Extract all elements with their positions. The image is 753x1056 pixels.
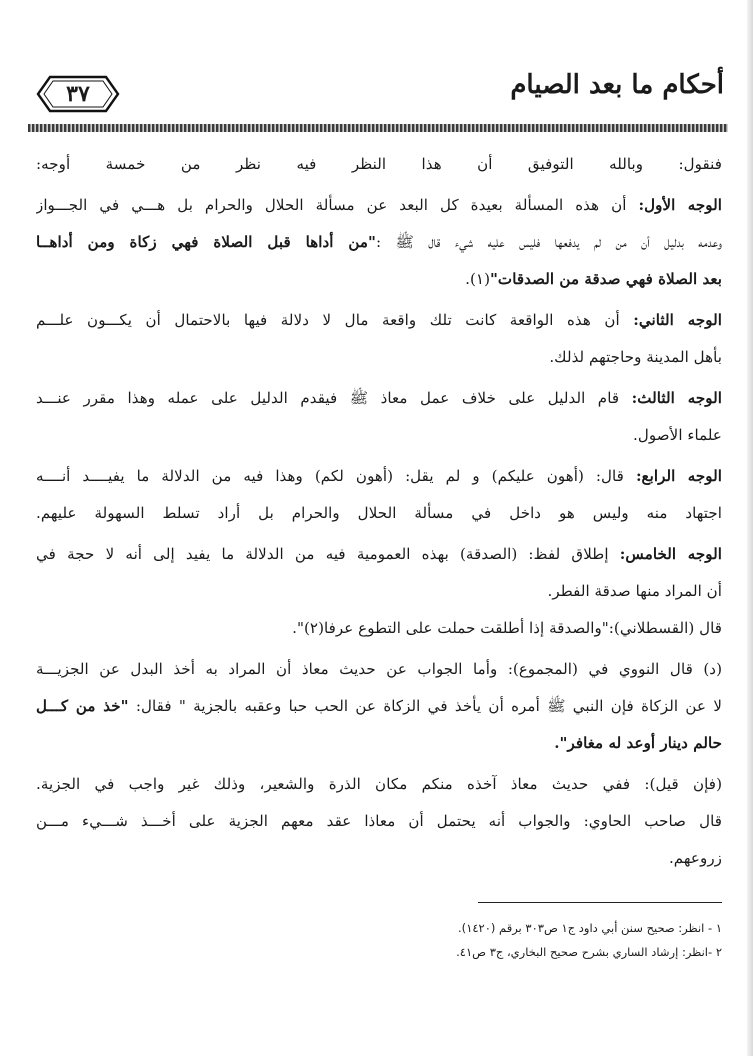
text-line: وعدمه بدليل أن من لم يدفعها فليس عليه شيء قال ﷺ :"من أداها قبل الصلاة فهي زكاة ومن أداهــا <box>36 233 722 251</box>
text-line: الوجه الرابع: قال: (أهون عليكم) و لم يقل: (أهون لكم) وهذا فيه من الدلالة ما يفيــــد أنــــه <box>36 467 722 485</box>
text-line: الوجه الثاني: أن هذه الواقعة كانت تلك واقعة مال لا دلالة فيها بالاحتمال أن يكـــون علـــم <box>36 311 722 329</box>
text-line: قال (القسطلاني):"والصدقة إذا أطلقت حملت على التطوع عرفا(٢)". <box>292 619 722 637</box>
text-line: فنقول: وبالله التوفيق أن هذا النظر فيه نظر من خمسة أوجه: <box>36 155 722 173</box>
footnote-item: ١ - انظر: صحيح سنن أبي داود ج١ ص٣٠٣ برقم (١٤٢٠). <box>458 921 722 935</box>
footnote-separator <box>478 902 722 903</box>
page-header <box>28 68 726 120</box>
book-title: أحكام ما بعد الصيام <box>510 70 724 100</box>
text-line: بأهل المدينة وحاجتهم لذلك. <box>549 348 722 366</box>
text-line: لا عن الزكاة فإن النبي ﷺ أمره أن يأخذ في الزكاة عن الحب حبا وعقبه بالجزية " فقال: "خذ من كـــل <box>36 697 722 715</box>
page-number: ٣٧ <box>66 81 90 107</box>
text-line: الوجه الثالث: قام الدليل على خلاف عمل معاذ ﷺ فيقدم الدليل على عمله وهذا مقرر عنـــد <box>36 389 722 407</box>
text-line: الوجه الخامس: إطلاق لفظ: (الصدقة) بهذه العمومية فيه من الدلالة ما يفيد إلى أنه لا حجة في <box>36 545 722 563</box>
text-line: اجتهاد منه وليس هو داخل في مسألة الحلال والحرام بل أراد تسلط السهولة عليهم. <box>36 504 722 522</box>
page-edge-shadow <box>747 0 753 1056</box>
text-line: زروعهم. <box>668 849 722 867</box>
text-line: (فإن قيل): ففي حديث معاذ آخذه منكم مكان الذرة والشعير، وذلك غير واجب في الجزية. <box>36 775 722 793</box>
text-line: الوجه الأول: أن هذه المسألة بعيدة كل البعد عن مسألة الحلال والحرام بل هـــي في الجـــواز <box>36 196 722 214</box>
footnote-item: ٢ -انظر: إرشاد الساري بشرح صحيح البخاري، ج٣ ص٤١. <box>456 945 722 959</box>
footnote-ref: (٢) <box>303 619 324 637</box>
text-line: علماء الأصول. <box>633 426 722 444</box>
footnote-ref: (١). <box>465 270 491 288</box>
main-text <box>36 146 722 877</box>
page-number-badge <box>36 74 120 114</box>
text-line: بعد الصلاة فهي صدقة من الصدقات"(١). <box>465 270 722 288</box>
text-line: أن المراد منها صدقة الفطر. <box>547 582 722 600</box>
text-line: (د) قال النووي في (المجموع): وأما الجواب عن حديث معاذ أن المراد به أخذ البدل عن الجزيـــة <box>36 660 722 678</box>
text-line: قال صاحب الحاوي: والجواب أنه يحتمل أن معاذا عقد معهم الجزية على أخـــذ شـــيء مـــن <box>36 812 722 830</box>
header-rule <box>28 124 728 132</box>
footnotes <box>120 916 722 964</box>
text-line: حالم دينار أوعد له مغافر". <box>554 734 722 752</box>
